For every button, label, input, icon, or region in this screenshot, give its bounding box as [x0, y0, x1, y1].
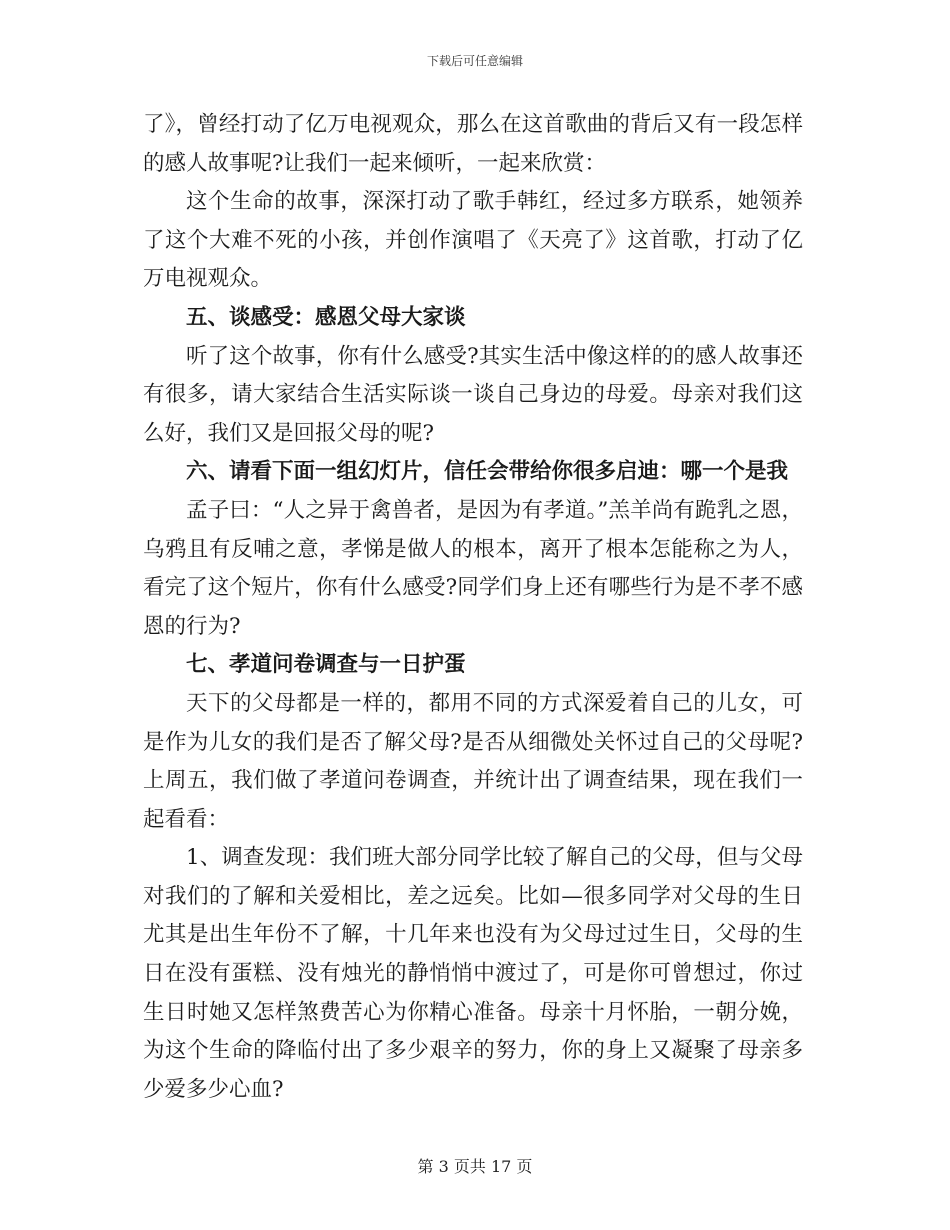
paragraph-continuation: 了》，曾经打动了亿万电视观众，那么在这首歌曲的背后又有一段怎样的感人故事呢?让我们一起来倾听，一起来欣赏： [143, 112, 803, 176]
paragraph: 这个生命的故事，深深打动了歌手韩红，经过多方联系，她领养了这个大难不死的小孩，并创作演唱了《天亮了》这首歌，打动了亿万电视观众。 [143, 189, 803, 292]
paragraph: 孟子曰：“人之异于禽兽者，是因为有孝道。”羔羊尚有跪乳之恩，乌鸦且有反哺之意，孝悌是做人的根本，离开了根本怎能称之为人，看完了这个短片，你有什么感受?同学们身上还有哪些行为是不孝不感恩的行为? [143, 497, 803, 639]
paragraph: 1、调查发现：我们班大部分同学比较了解自己的父母，但与父母对我们的了解和关爱相比，差之远矣。比如—很多同学对父母的生日尤其是出生年份不了解，十几年来也没有为父母过过生日，父母的生日在没有蛋糕、没有烛光的静悄悄中渡过了，可是你可曾想过，你过生日时她又怎样煞费苦心为你精心准备。母亲十月怀胎，一朝分娩，为这个生命的降临付出了多少艰辛的努力，你的身上又凝聚了母亲多少爱多少心血? [143, 845, 803, 1102]
section-heading-5: 五、谈感受：感恩父母大家谈 [186, 304, 466, 330]
page-header: 下载后可任意编辑 [426, 54, 523, 68]
paragraph: 听了这个故事，你有什么感受?其实生活中像这样的的感人故事还有很多，请大家结合生活实际谈一谈自己身边的母爱。母亲对我们这么好，我们又是回报父母的呢? [143, 343, 803, 446]
document-body [143, 106, 803, 1109]
section-heading-7: 七、孝道问卷调查与一日护蛋 [186, 652, 466, 678]
section-heading-6: 六、请看下面一组幻灯片，信任会带给你很多启迪：哪一个是我 [186, 459, 789, 485]
page-footer: 第 3 页共 17 页 [417, 1157, 533, 1176]
paragraph: 天下的父母都是一样的，都用不同的方式深爱着自己的儿女，可是作为儿女的我们是否了解父母?是否从细微处关怀过自己的父母呢?上周五，我们做了孝道问卷调查，并统计出了调查结果，现在我们一起看看： [143, 690, 803, 832]
